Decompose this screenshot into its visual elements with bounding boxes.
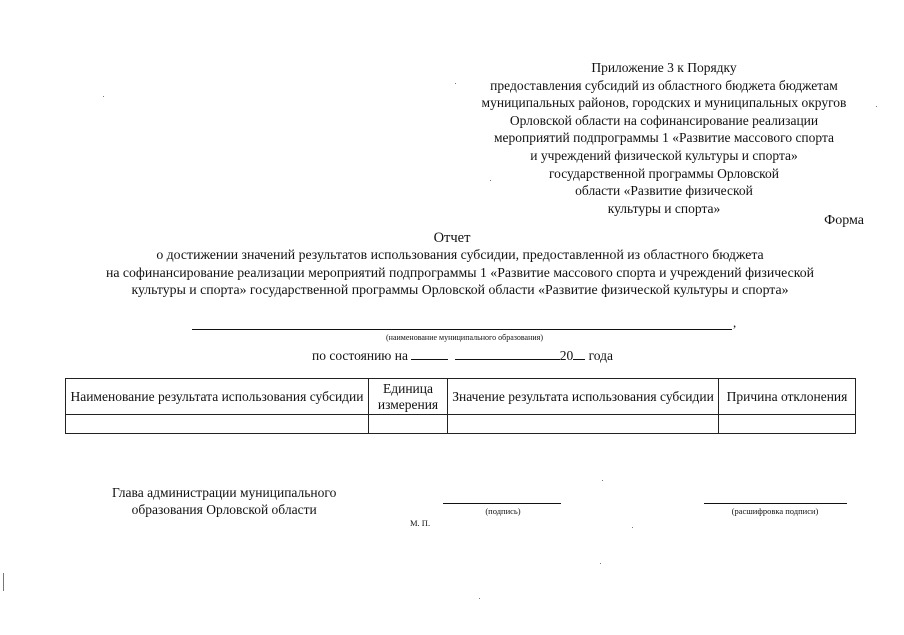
signatory-title <box>112 484 336 518</box>
year-prefix: 20 <box>559 348 574 363</box>
report-subtitle-line: на софинансирование реализации мероприятий подпрограммы 1 «Развитие массового спорта и учреждений физической <box>105 264 815 280</box>
column-header-unit: Единица измерения <box>369 379 448 415</box>
signatory-title-line: образования Орловской области <box>131 502 317 517</box>
as-of-suffix: года <box>588 348 614 363</box>
appendix-line: области «Развитие физической <box>575 183 753 199</box>
column-header-deviation-reason: Причина отклонения <box>719 379 856 415</box>
as-of-date-line <box>312 346 613 364</box>
day-field[interactable] <box>411 346 448 360</box>
signature-field[interactable] <box>443 503 561 504</box>
appendix-line: и учреждений физической культуры и спорта» <box>530 147 798 163</box>
scan-speck <box>602 480 603 481</box>
municipality-name-field[interactable] <box>192 315 732 330</box>
appendix-line: культуры и спорта» <box>607 200 721 216</box>
report-subtitle-line: культуры и спорта» государственной программы Орловской области «Развитие физической культуры и спорта» <box>131 282 789 297</box>
table-cell[interactable] <box>66 415 369 434</box>
appendix-line: Приложение 3 к Порядку <box>591 60 737 75</box>
report-subtitle-line: о достижении значений результатов использования субсидии, предоставленной из областного бюджета <box>156 247 764 262</box>
as-of-prefix: по состоянию на <box>312 348 408 363</box>
signature-decryption-field[interactable] <box>704 503 847 504</box>
column-header-value: Значение результата использования субсидии <box>448 379 719 415</box>
signature-decryption-caption: (расшифровка подписи) <box>731 506 819 516</box>
month-field[interactable] <box>455 346 560 360</box>
appendix-line: государственной программы Орловской <box>548 165 780 181</box>
column-header-result-name: Наименование результата использования субсидии <box>66 379 369 415</box>
form-label: Форма <box>824 213 864 228</box>
scan-speck <box>103 96 104 97</box>
scan-speck <box>479 598 480 599</box>
scan-speck <box>876 106 877 107</box>
signatory-title-line: Глава администрации муниципального <box>112 485 337 500</box>
appendix-line: предоставления субсидий из областного бюджета бюджетам <box>490 77 838 93</box>
scan-speck <box>490 180 491 181</box>
table-cell[interactable] <box>448 415 719 434</box>
report-subtitle <box>60 246 860 299</box>
scan-speck <box>3 573 4 591</box>
appendix-block <box>440 59 888 217</box>
table-cell[interactable] <box>369 415 448 434</box>
results-table <box>65 378 856 434</box>
scan-speck <box>632 527 633 528</box>
scan-speck <box>600 563 601 564</box>
year-field[interactable] <box>573 346 585 360</box>
signature-caption: (подпись) <box>485 506 521 516</box>
report-title: Отчет <box>433 230 471 246</box>
municipality-caption: (наименование муниципального образования) <box>386 333 543 342</box>
appendix-line: мероприятий подпрограммы 1 «Развитие массового спорта <box>493 130 835 146</box>
scan-speck <box>455 83 456 84</box>
stamp-place-label: М. П. <box>410 518 431 528</box>
table-header-row <box>66 379 856 415</box>
table-cell[interactable] <box>719 415 856 434</box>
appendix-line: муниципальных районов, городских и муниципальных округов <box>481 95 847 111</box>
table-row <box>66 415 856 434</box>
appendix-line: Орловской области на софинансирование реализации <box>509 112 819 128</box>
municipality-comma: , <box>733 315 737 330</box>
